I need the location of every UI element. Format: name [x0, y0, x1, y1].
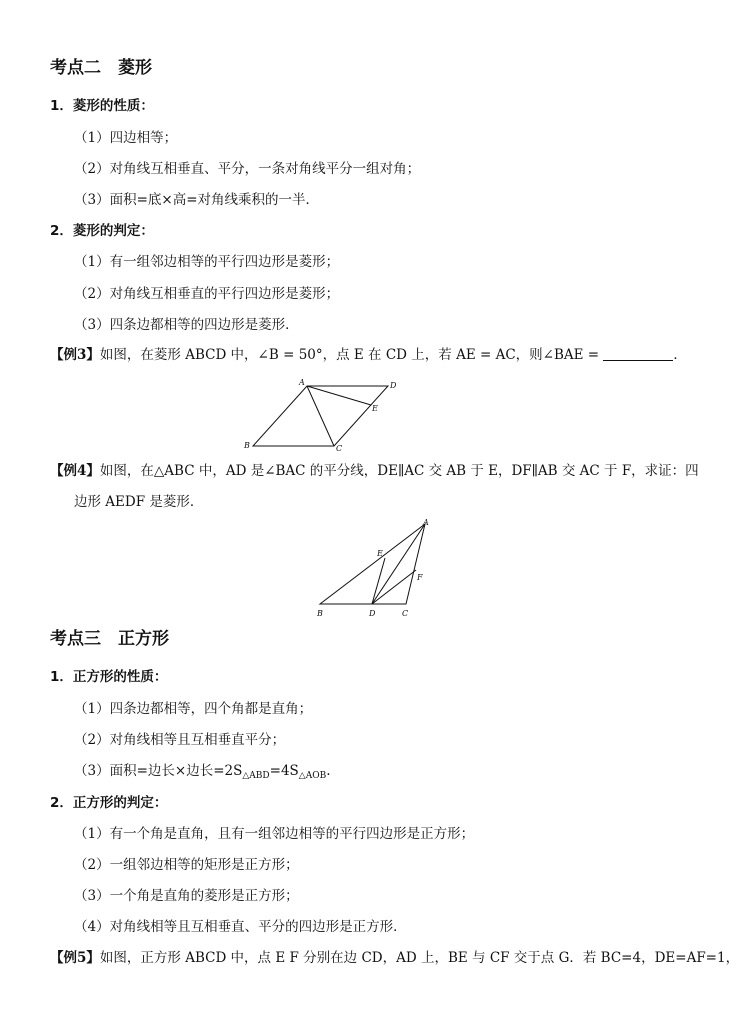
rhombus-props-heading: 1．菱形的性质： — [50, 98, 154, 114]
example4-question: 如图，在△ABC 中，AD 是∠BAC 的平分线，DE∥AC 交 AB 于 E，DF∥AB 交 AC 于 F，求证：四 — [99, 463, 699, 479]
square-prop-3-mid: =4S — [269, 763, 299, 779]
square-judge-heading: 2．正方形的判定： — [50, 795, 168, 811]
example5-question: 如图，正方形 ABCD 中，点 E F 分别在边 CD，AD 上，BE 与 CF 交于点 G．若 BC=4，DE=AF=1， — [99, 950, 740, 966]
segment-de — [372, 558, 385, 604]
label-b: B — [244, 441, 250, 450]
label-e: E — [372, 404, 378, 413]
triangle-figure — [312, 516, 436, 620]
square-judge-4: （4）对角线相等且互相垂直、平分的四边形是正方形． — [74, 919, 407, 935]
segment-ae — [307, 386, 371, 405]
segment-df — [372, 570, 416, 604]
example4-text-line1 — [50, 462, 699, 480]
answer-blank[interactable] — [603, 348, 673, 361]
example5-text — [50, 949, 739, 967]
square-prop-3-pre: （3）面积=边长×边长=2S — [74, 763, 243, 779]
label-a: A — [299, 378, 305, 387]
square-props-heading: 1．正方形的性质： — [50, 669, 168, 685]
square-prop-2: （2）对角线相等且互相垂直平分； — [74, 732, 286, 748]
label-d: D — [390, 381, 397, 390]
rhombus-judge-2: （2）对角线互相垂直的平行四边形是菱形； — [74, 286, 340, 302]
square-prop-3-sub2: △AOB — [298, 771, 327, 781]
rhombus-judge-heading: 2．菱形的判定： — [50, 223, 154, 239]
example3-end: ． — [673, 347, 687, 363]
bisector-ad — [372, 524, 425, 604]
square-prop-3-end: . — [326, 763, 331, 779]
rhombus-judge-3: （3）四条边都相等的四边形是菱形． — [74, 317, 299, 333]
label-c: C — [336, 444, 343, 453]
triangle-abc — [320, 524, 425, 604]
example3-tag: 【例3】 — [50, 347, 100, 363]
square-judge-3: （3）一个角是直角的菱形是正方形； — [74, 888, 299, 904]
label-c: C — [402, 609, 409, 618]
example3-question: 如图，在菱形 ABCD 中，∠B = 50°，点 E 在 CD 上，若 AE = AC，则∠BAE = — [99, 347, 600, 363]
example4-text-line2: 边形 AEDF 是菱形． — [74, 494, 204, 510]
example3-text — [50, 346, 687, 364]
label-b: B — [317, 609, 323, 618]
diagonal-ac — [307, 386, 334, 446]
label-e: E — [377, 549, 383, 558]
section2-title: 考点二 菱形 — [50, 58, 152, 78]
rhombus-prop-2: （2）对角线互相垂直、平分，一条对角线平分一组对角； — [74, 161, 421, 177]
rhombus-prop-1: （1）四边相等； — [74, 130, 178, 146]
square-prop-3-sub1: △ABD — [242, 771, 270, 781]
example4-tag: 【例4】 — [50, 463, 100, 479]
square-prop-1: （1）四条边都相等，四个角都是直角； — [74, 701, 313, 717]
label-a: A — [423, 518, 429, 527]
example5-tag: 【例5】 — [50, 950, 100, 966]
label-f: F — [417, 573, 423, 582]
label-d: D — [369, 609, 376, 618]
square-prop-3 — [74, 762, 331, 785]
rhombus-prop-3: （3）面积=底×高=对角线乘积的一半． — [74, 192, 320, 208]
square-judge-1: （1）有一个角是直角，且有一组邻边相等的平行四边形是正方形； — [74, 826, 475, 842]
section3-title: 考点三 正方形 — [50, 629, 169, 649]
rhombus-figure — [240, 376, 400, 456]
square-judge-2: （2）一组邻边相等的矩形是正方形； — [74, 857, 299, 873]
rhombus-judge-1: （1）有一组邻边相等的平行四边形是菱形； — [74, 254, 340, 270]
